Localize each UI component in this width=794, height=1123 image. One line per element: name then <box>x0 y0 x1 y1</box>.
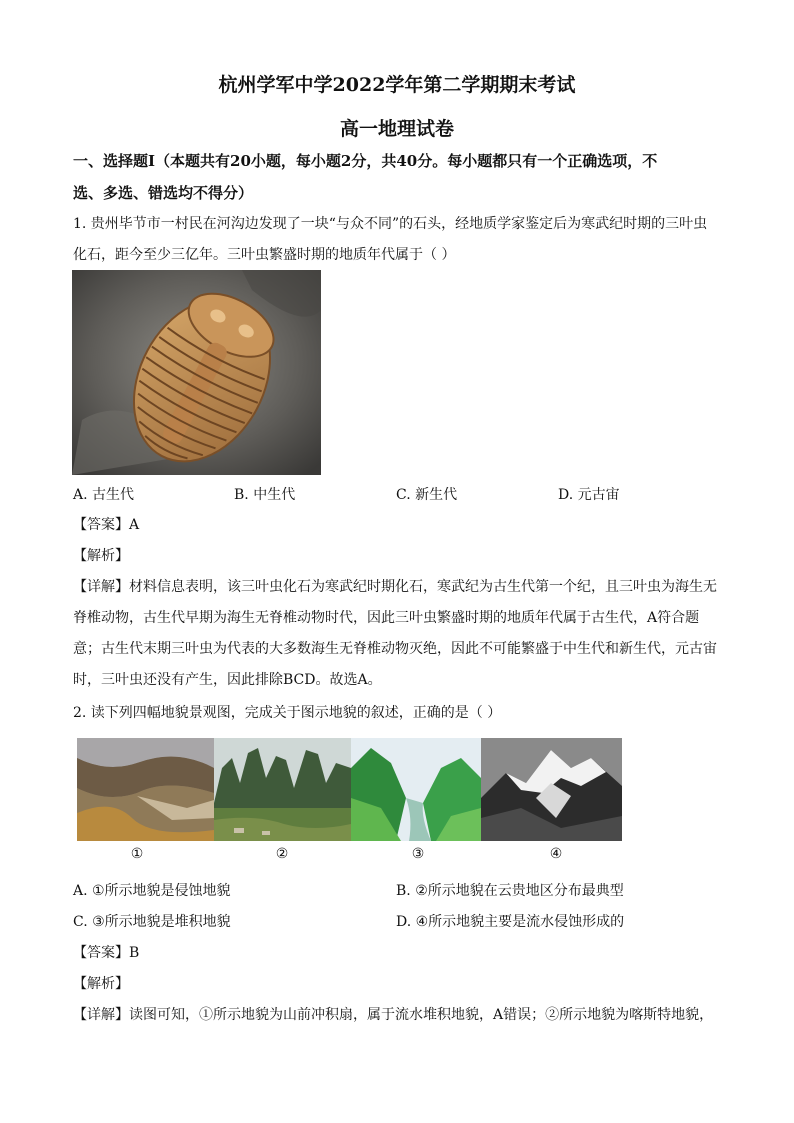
landform-image-1-alluvial-fan <box>77 738 214 841</box>
landform-image-2-karst <box>214 738 351 841</box>
q2-option-b[interactable]: B. ②所示地貌在云贵地区分布最典型 <box>396 883 624 899</box>
q1-stem-line2: 化石，距今至少三亿年。三叶虫繁盛时期的地质年代属于（ ） <box>73 247 456 263</box>
exam-title: 杭州学军中学2022学年第二学期期末考试 <box>218 74 576 96</box>
q2-stem-line1: 2. 读下列四幅地貌景观图，完成关于图示地貌的叙述，正确的是（ ） <box>73 705 502 721</box>
landform-image-3-gorge <box>351 738 481 841</box>
q2-option-c[interactable]: C. ③所示地貌是堆积地貌 <box>73 914 231 930</box>
q1-detail-line2: 脊椎动物，古生代早期为海生无脊椎动物时代，因此三叶虫繁盛时期的地质年代属于古生代，A符合题 <box>73 610 700 626</box>
q1-option-c[interactable]: C. 新生代 <box>396 487 458 503</box>
q2-analysis-label: 【解析】 <box>73 976 129 992</box>
image-label-4: ④ <box>549 846 563 862</box>
section-heading-line2: 选、多选、错选均不得分） <box>73 184 254 202</box>
q1-option-a[interactable]: A. 古生代 <box>73 487 135 503</box>
q1-option-d[interactable]: D. 元古宙 <box>558 487 620 503</box>
q2-detail-line1: 【详解】读图可知，①所示地貌为山前冲积扇，属于流水堆积地貌，A错误；②所示地貌为喀斯特地貌， <box>73 1007 714 1023</box>
q1-analysis-label: 【解析】 <box>73 548 129 564</box>
image-label-2: ② <box>275 846 289 862</box>
q2-option-a[interactable]: A. ①所示地貌是侵蚀地貌 <box>73 883 231 899</box>
q1-stem-line1: 1. 贵州毕节市一村民在河沟边发现了一块“与众不同”的石头，经地质学家鉴定后为寒武纪时期的三叶虫 <box>73 216 708 232</box>
q2-answer: 【答案】B <box>73 945 140 961</box>
q1-detail-line3: 意；古生代末期三叶虫为代表的大多数海生无脊椎动物灭绝，因此不可能繁盛于中生代和新生代，元古宙 <box>73 641 717 657</box>
q1-detail-line4: 时，三叶虫还没有产生，因此排除BCD。故选A。 <box>73 672 382 688</box>
image-label-3: ③ <box>411 846 425 862</box>
q1-answer: 【答案】A <box>73 517 140 533</box>
landform-image-4-glacial <box>481 738 622 841</box>
q2-option-d[interactable]: D. ④所示地貌主要是流水侵蚀形成的 <box>396 914 625 930</box>
exam-subtitle: 高一地理试卷 <box>339 118 454 140</box>
trilobite-fossil-image <box>72 270 321 475</box>
image-label-1: ① <box>130 846 144 862</box>
q1-detail-line1: 【详解】材料信息表明，该三叶虫化石为寒武纪时期化石，寒武纪为古生代第一个纪，且三叶虫为海生无 <box>73 579 717 595</box>
q1-option-b[interactable]: B. 中生代 <box>234 487 296 503</box>
section-heading-line1: 一、选择题Ⅰ（本题共有20小题，每小题2分，共40分。每小题都只有一个正确选项，不 <box>73 152 658 170</box>
